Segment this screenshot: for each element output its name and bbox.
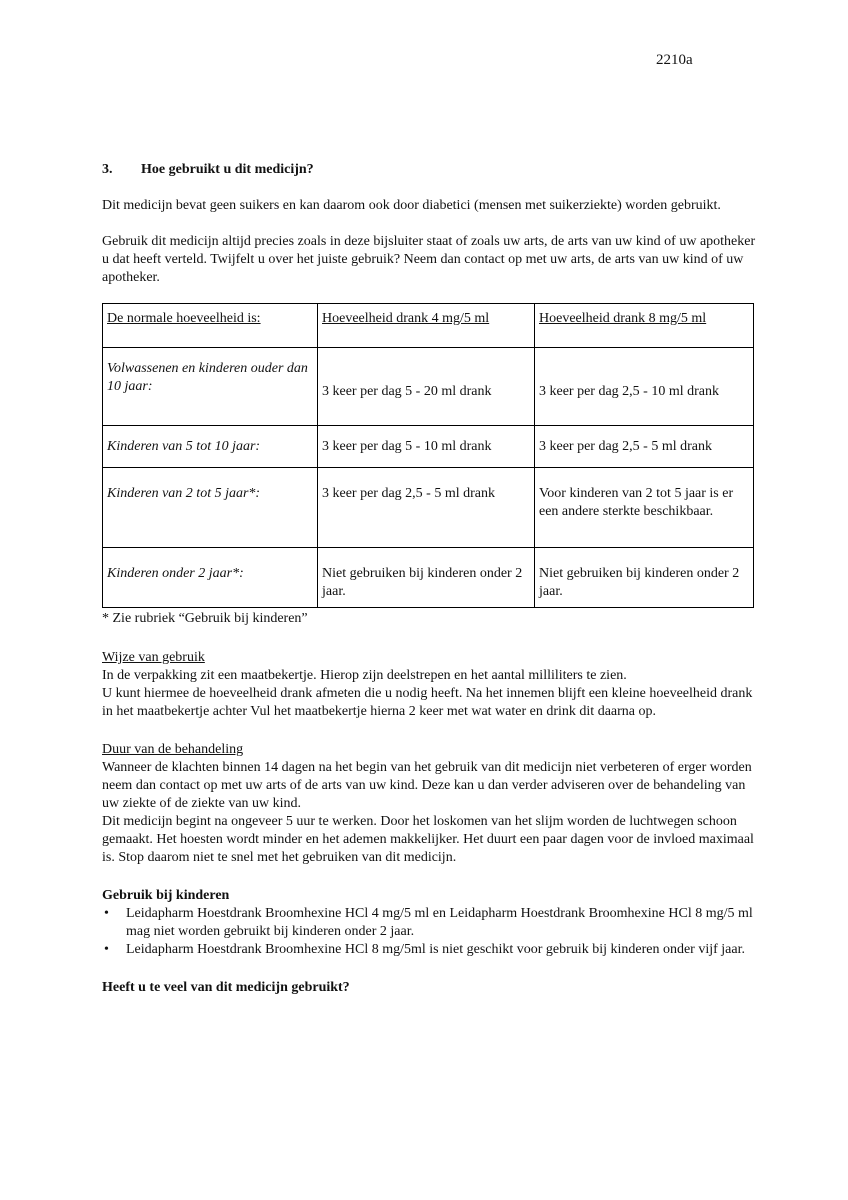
list-item-text: Leidapharm Hoestdrank Broomhexine HCl 8 mg/5ml is niet geschikt voor gebruik bij kinderen onder vijf jaar. <box>126 942 745 957</box>
dose-8mg-cell: Voor kinderen van 2 tot 5 jaar is er een andere sterkte beschikbaar. <box>535 468 754 548</box>
document-body <box>102 161 762 997</box>
dose-8mg-cell: Niet gebruiken bij kinderen onder 2 jaar. <box>535 548 754 608</box>
header-dose-8mg: Hoeveelheid drank 8 mg/5 ml <box>539 311 707 326</box>
section-number: 3. <box>102 162 113 177</box>
page-code: 2210a <box>656 52 693 68</box>
intro-paragraph-sugar: Dit medicijn bevat geen suikers en kan daarom ook door diabetici (mensen met suikerziekte) worden gebruikt. <box>102 198 721 213</box>
header-normal-amount: De normale hoeveelheid is: <box>107 311 261 326</box>
list-item <box>102 905 762 941</box>
table-footnote: * Zie rubriek “Gebruik bij kinderen” <box>102 611 308 626</box>
table-row <box>103 426 754 468</box>
section-title <box>102 161 762 179</box>
table-header-cell <box>103 304 318 348</box>
bullet-icon: • <box>104 942 109 957</box>
treatment-duration-heading: Duur van de behandeling <box>102 742 244 757</box>
intro-paragraph-usage: Gebruik dit medicijn altijd precies zoals in deze bijsluiter staat of zoals uw arts, de arts van uw kind of uw apotheker u dat heeft verteld. Twijfelt u over het juiste gebruik? Neem dan contact op met uw arts, de arts van uw kind of uw apotheker. <box>102 234 756 285</box>
table-header-row <box>103 304 754 348</box>
list-item <box>102 941 762 959</box>
age-group-cell: Kinderen van 5 tot 10 jaar: <box>103 426 318 468</box>
age-group-cell: Volwassenen en kinderen ouder dan 10 jaar: <box>103 348 318 426</box>
dosage-table <box>102 303 754 608</box>
children-use-block <box>102 887 762 959</box>
treatment-duration-block <box>102 741 762 867</box>
table-row <box>103 348 754 426</box>
section-title-text: Hoe gebruikt u dit medicijn? <box>141 162 314 177</box>
header-dose-4mg: Hoeveelheid drank 4 mg/5 ml <box>322 311 490 326</box>
list-item-text: Leidapharm Hoestdrank Broomhexine HCl 4 mg/5 ml en Leidapharm Hoestdrank Broomhexine HCl 8 mg/5 ml mag niet worden gebruikt bij kinderen onder 2 jaar. <box>126 906 753 939</box>
treatment-duration-line: Dit medicijn begint na ongeveer 5 uur te werken. Door het loskomen van het slijm worden de luchtwegen schoon gemaakt. Het hoesten wordt minder en het ademen makkelijker. Het duurt een paar dagen voor de invloed maximaal is. Stop daarom niet te snel met het gebruiken van dit medicijn. <box>102 814 754 865</box>
usage-method-line: In de verpakking zit een maatbekertje. Hierop zijn deelstrepen en het aantal milliliters te zien. <box>102 668 627 683</box>
table-row <box>103 468 754 548</box>
usage-method-block <box>102 649 762 721</box>
treatment-duration-line: Wanneer de klachten binnen 14 dagen na het begin van het gebruik van dit medicijn niet verbeteren of erger worden neem dan contact op met uw arts of de arts van uw kind. Deze kan u dan verder adviseren over de behandeling van uw ziekte of de ziekte van uw kind. <box>102 760 752 811</box>
table-header-cell <box>318 304 535 348</box>
table-row <box>103 548 754 608</box>
table-header-cell <box>535 304 754 348</box>
dose-8mg-cell: 3 keer per dag 2,5 - 10 ml drank <box>535 348 754 426</box>
children-use-list <box>102 905 762 959</box>
usage-method-line: U kunt hiermee de hoeveelheid drank afmeten die u nodig heeft. Na het innemen blijft een kleine hoeveelheid drank in het maatbekertje achter Vul het maatbekertje hierna 2 keer met wat water en drink dit daarna op. <box>102 686 753 719</box>
age-group-cell: Kinderen onder 2 jaar*: <box>103 548 318 608</box>
dose-4mg-cell: 3 keer per dag 2,5 - 5 ml drank <box>318 468 535 548</box>
usage-method-heading: Wijze van gebruik <box>102 650 205 665</box>
dose-4mg-cell: 3 keer per dag 5 - 20 ml drank <box>318 348 535 426</box>
dose-4mg-cell: Niet gebruiken bij kinderen onder 2 jaar. <box>318 548 535 608</box>
children-use-heading: Gebruik bij kinderen <box>102 888 230 903</box>
overdose-heading: Heeft u te veel van dit medicijn gebruikt? <box>102 980 350 995</box>
dose-8mg-cell: 3 keer per dag 2,5 - 5 ml drank <box>535 426 754 468</box>
bullet-icon: • <box>104 906 109 921</box>
dose-4mg-cell: 3 keer per dag 5 - 10 ml drank <box>318 426 535 468</box>
age-group-cell: Kinderen van 2 tot 5 jaar*: <box>103 468 318 548</box>
